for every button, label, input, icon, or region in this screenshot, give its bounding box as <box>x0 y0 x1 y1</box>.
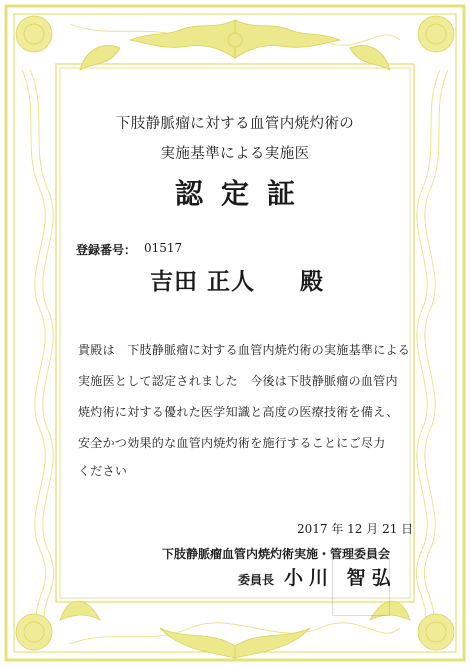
certificate-heading: 認定証 <box>174 177 313 210</box>
issue-date: 2017 年 12 月 21 日 <box>297 522 414 536</box>
certificate-title-line1: 下肢静脈瘤に対する血管内焼灼術の <box>115 116 355 132</box>
chair-name: 小川 智弘 <box>284 567 397 589</box>
chair-title: 委員長 <box>238 573 275 587</box>
certificate-title-line2: 実施基準による実施医 <box>160 146 310 162</box>
recipient-honorific: 殿 <box>300 268 323 295</box>
recipient-name: 吉田 正人 <box>150 268 256 295</box>
registration-number: 01517 <box>144 241 183 255</box>
body-text-line: 安全かつ効果的な血管内焼灼術を施行することにご尽力 <box>78 436 386 450</box>
body-text-line: 実施医として認定されました 今後は下肢静脈瘤の血管内 <box>78 374 398 388</box>
issuing-organization: 下肢静脈瘤血管内焼灼術実施・管理委員会 <box>162 547 391 561</box>
body-text-line: ください <box>78 464 128 478</box>
registration-label: 登録番号： <box>76 243 137 257</box>
body-text-line: 焼灼術に対する優れた医学知識と高度の医療技術を備え、 <box>78 405 399 419</box>
body-text-line: 貴殿は 下肢静脈瘤に対する血管内焼灼術の実施基準による <box>78 343 411 357</box>
